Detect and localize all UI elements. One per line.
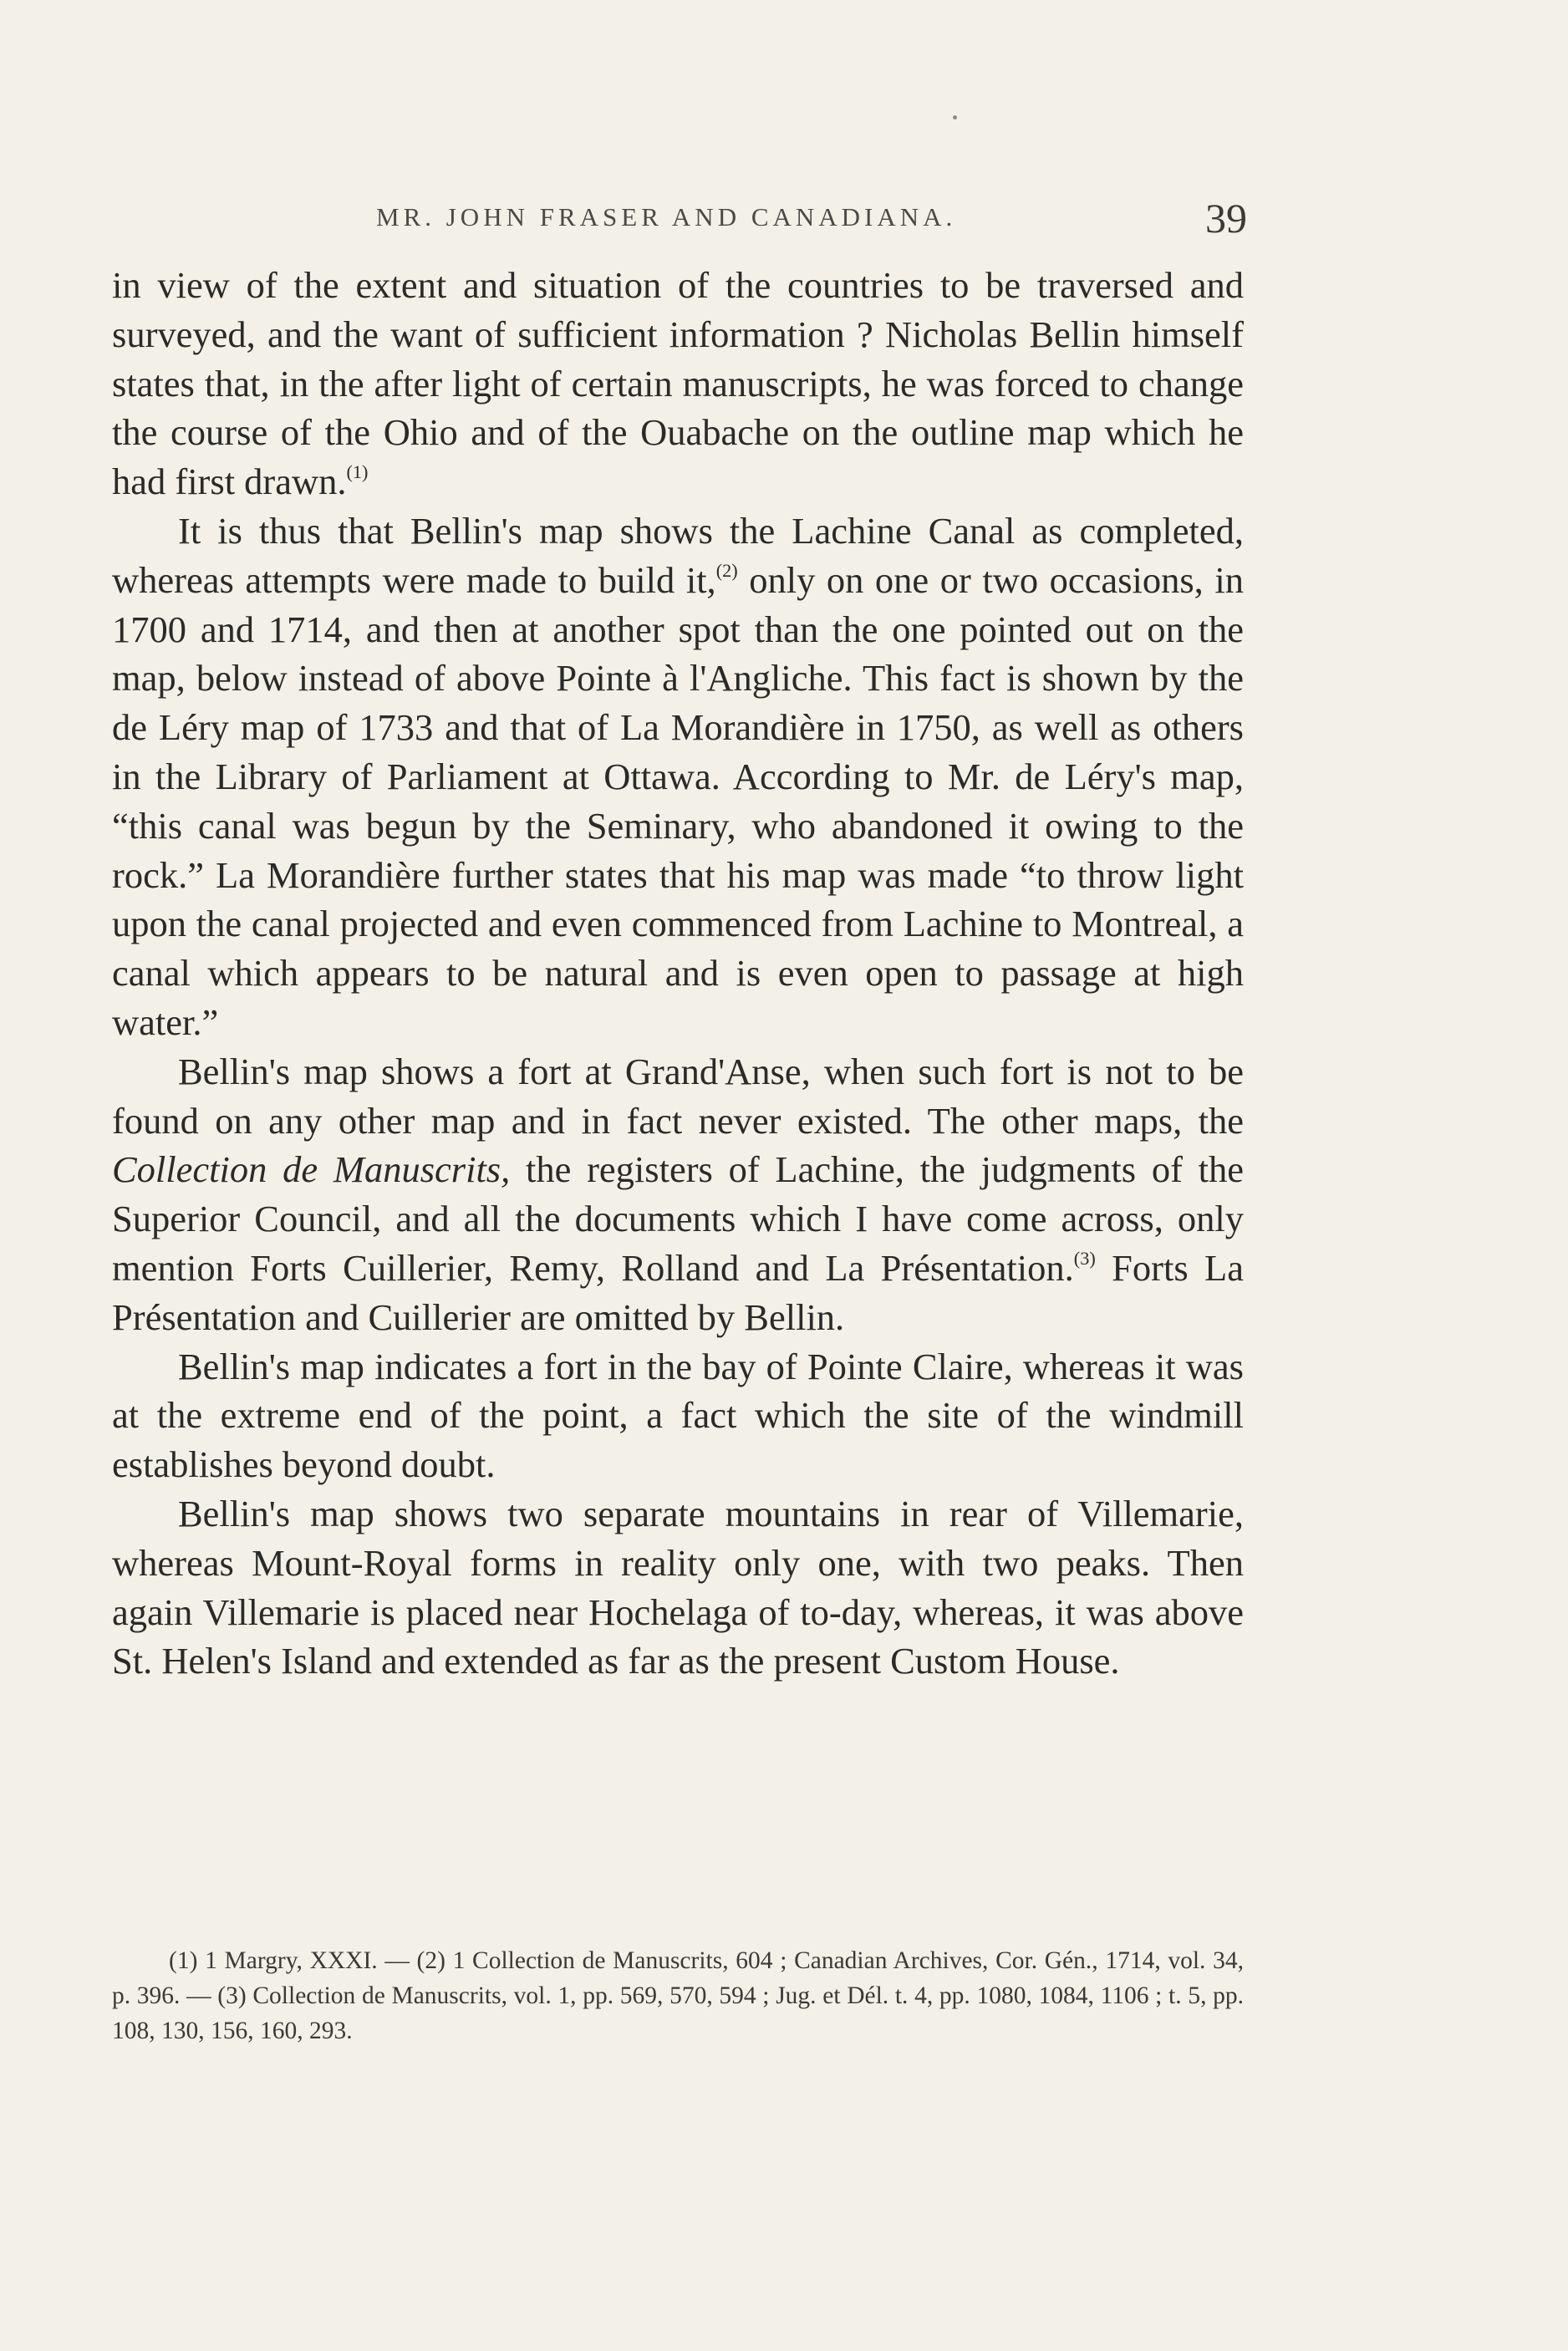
paragraph-2 (112, 506, 1244, 1047)
paragraph-text: It is thus that Bellin's map shows the Lachine Canal as completed, whereas attempts were made to build it, (112, 509, 1244, 601)
running-header (109, 194, 1247, 244)
paragraph-1 (112, 261, 1244, 506)
footnote-text: (1) 1 Margry, XXXI. — (2) 1 Collection de Manuscrits, 604 ; Canadian Archives, Cor. Gén., 1714, vol. 34, p. 396. — (3) Collection de Manuscrits, vol. 1, pp. 569, 570, 594 ; Jug. et Dél. t. 4, pp. 1080, 1084, 1106 ; t. 5, pp. 108, 130, 156, 160, 293. (112, 1947, 1244, 2044)
italic-title: Collection de Manuscrits, (112, 1148, 511, 1191)
paragraph-text: Bellin's map shows two separate mountains in rear of Villemarie, whereas Mount-Royal forms in reality only one, with two peaks. Then again Villemarie is placed near Hochelaga of to-day, whereas, it was above St. Helen's Island and extended as far as the present Custom House. (112, 1492, 1244, 1682)
footnote-marker-2: (2) (715, 559, 738, 581)
paragraph-3 (112, 1047, 1244, 1342)
page-number: 39 (1205, 195, 1247, 242)
footnotes (112, 1943, 1244, 2048)
paper-speck (953, 115, 957, 120)
footnote-marker-3: (3) (1073, 1247, 1096, 1269)
paragraph-text: Bellin's map shows a fort at Grand'Anse, when such fort is not to be found on any other map and in fact never existed. The other maps, the (112, 1050, 1244, 1142)
footnote-marker-1: (1) (346, 461, 369, 483)
paragraph-text: Bellin's map indicates a fort in the bay of Pointe Claire, whereas it was at the extreme end of the point, a fact which the site of the windmill establishes beyond doubt. (112, 1345, 1244, 1486)
body-text (112, 261, 1244, 1686)
paragraph-text: in view of the extent and situation of the countries to be traversed and surveyed, and the want of sufficient information ? Nicholas Bellin himself states that, in the after light of certain manuscripts, he was forced to change the course of the Ohio and of the Ouabache on the outline map which he had first drawn. (112, 264, 1244, 503)
running-title: MR. JOHN FRASER AND CANADIANA. (376, 202, 957, 232)
paragraph-text: only on one or two occasions, in 1700 and 1714, and then at another spot than the one pointed out on the map, below instead of above Pointe à l'Angliche. This fact is shown by the de Léry map of 1733 and that of La Morandière in 1750, as well as others in the Library of Parliament at Ottawa. According to Mr. de Léry's map, “this canal was begun by the Seminary, who abandoned it owing to the rock.” La Morandière further states that his map was made “to throw light upon the canal projected and even commenced from Lachine to Montreal, a canal which appears to be natural and is even open to passage at high water.” (112, 558, 1244, 1043)
paragraph-4 (112, 1342, 1244, 1489)
paragraph-5 (112, 1489, 1244, 1686)
paragraph-text: Forts La Présentation and Cuillerier are omitted by Bellin. (112, 1246, 1244, 1338)
paragraph-text: the registers of Lachine, the judgments of the Superior Council, and all the documents which I have come across, only mention Forts Cuillerier, Remy, Rolland and La Présentation. (112, 1148, 1244, 1289)
